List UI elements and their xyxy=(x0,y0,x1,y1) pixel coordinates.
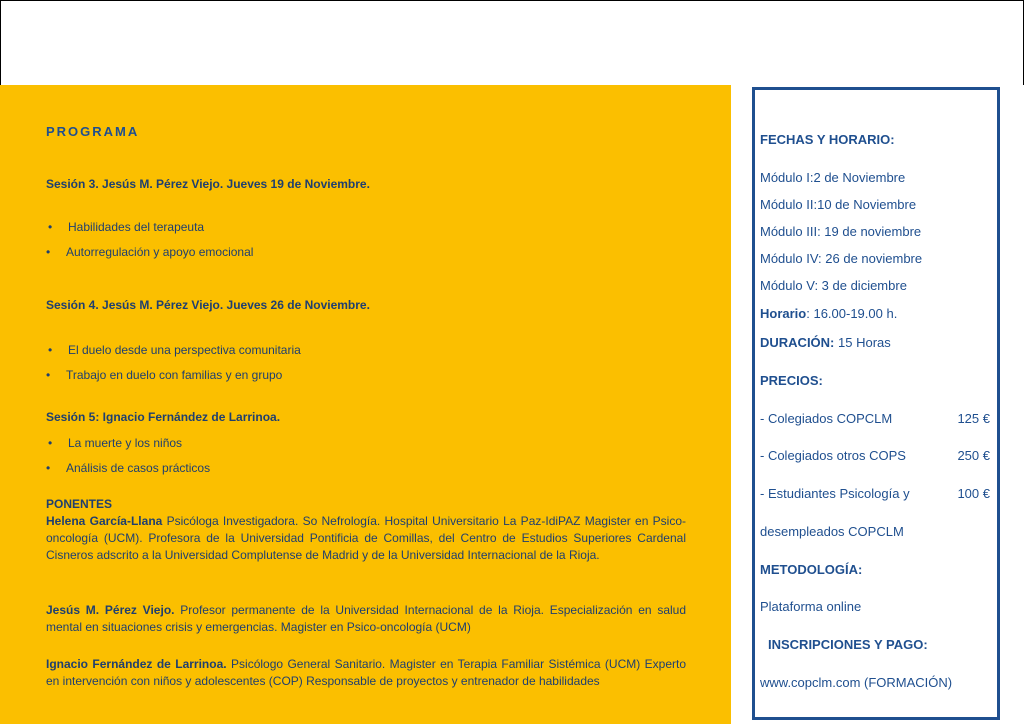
modulo-item: Módulo III: 19 de noviembre xyxy=(760,224,922,239)
ponente-name: Jesús M. Pérez Viejo. xyxy=(46,603,175,617)
ponente-name: Ignacio Fernández de Larrinoa. xyxy=(46,657,227,671)
ponente-bio: Jesús M. Pérez Viejo. Profesor permanente de la Universidad Internacional de la Rioja. Especialización en salud mental en situaciones crisis y emergencias. Magister en Psico-oncología (UCM) xyxy=(46,603,687,634)
bullet-icon: • xyxy=(48,343,53,357)
modulo-item: Módulo II:10 de Noviembre xyxy=(760,197,917,212)
price-row: - Estudiantes Psicología y 100 € xyxy=(760,486,990,501)
session-3-title: Sesión 3. Jesús M. Pérez Viejo. Jueves 19 de Noviembre. xyxy=(46,177,370,191)
price-row-continuation: desempleados COPCLM xyxy=(760,524,904,539)
session-5-item-2: • Análisis de casos prácticos xyxy=(46,461,211,475)
session-4-item-1: • El duelo desde una perspectiva comunitaria xyxy=(48,343,301,357)
modulo-item: Módulo I:2 de Noviembre xyxy=(760,170,906,185)
duracion: DURACIÓN: 15 Horas xyxy=(760,335,891,350)
bullet-icon: • xyxy=(46,461,51,475)
session-3-item-1: • Habilidades del terapeuta xyxy=(48,220,205,234)
session-5-item-1: • La muerte y los niños xyxy=(48,436,183,450)
bullet-icon: • xyxy=(46,368,51,382)
top-border xyxy=(0,0,1024,1)
session-3-item-2: • Autorregulación y apoyo emocional xyxy=(46,245,254,259)
ponentes-title: PONENTES xyxy=(46,497,113,511)
session-4-title: Sesión 4. Jesús M. Pérez Viejo. Jueves 26 de Noviembre. xyxy=(46,298,370,312)
horario: Horario: 16.00-19.00 h. xyxy=(760,306,898,321)
bullet-icon: • xyxy=(48,220,53,234)
fechas-title: FECHAS Y HORARIO: xyxy=(760,132,895,147)
modulo-item: Módulo IV: 26 de noviembre xyxy=(760,251,923,266)
session-4-item-2: • Trabajo en duelo con familias y en grupo xyxy=(46,368,283,382)
ponente-name: Helena García-Llana xyxy=(46,514,163,528)
left-border xyxy=(0,0,1,85)
metodologia-title: METODOLOGÍA: xyxy=(760,562,863,577)
price-row: - Colegiados otros COPS 250 € xyxy=(760,448,990,463)
inscripciones-title: INSCRIPCIONES Y PAGO: xyxy=(768,637,928,652)
bullet-icon: • xyxy=(46,245,51,259)
modulo-item: Módulo V: 3 de diciembre xyxy=(760,278,907,293)
website-link[interactable]: www.copclm.com (FORMACIÓN) xyxy=(760,675,953,690)
session-5-title: Sesión 5: Ignacio Fernández de Larrinoa. xyxy=(46,410,281,424)
metodologia-value: Plataforma online xyxy=(760,599,862,614)
price-row: - Colegiados COPCLM 125 € xyxy=(760,411,990,426)
precios-title: PRECIOS: xyxy=(760,373,823,388)
ponente-bio: Ignacio Fernández de Larrinoa. Psicólogo General Sanitario. Magister en Terapia Familiar Sistémica (UCM) Experto en intervención con niños y adolescentes (COP) Responsable de proyectos y entrenador de habilidades xyxy=(46,657,686,688)
bullet-icon: • xyxy=(48,436,53,450)
ponente-bio: Helena García-Llana Psicóloga Investigadora. So Nefrología. Hospital Universitario La Paz-IdiPAZ Magister en Psico-oncología (UCM). Profesora de la Universidad Pontificia de Comillas, del Centro de Estudios Superiores Cardenal Cisneros adscrito a la Universidad Complutense de Madrid y de la Universidad Internacional de la Rioja. xyxy=(46,514,686,562)
programa-title: PROGRAMA xyxy=(46,124,140,139)
